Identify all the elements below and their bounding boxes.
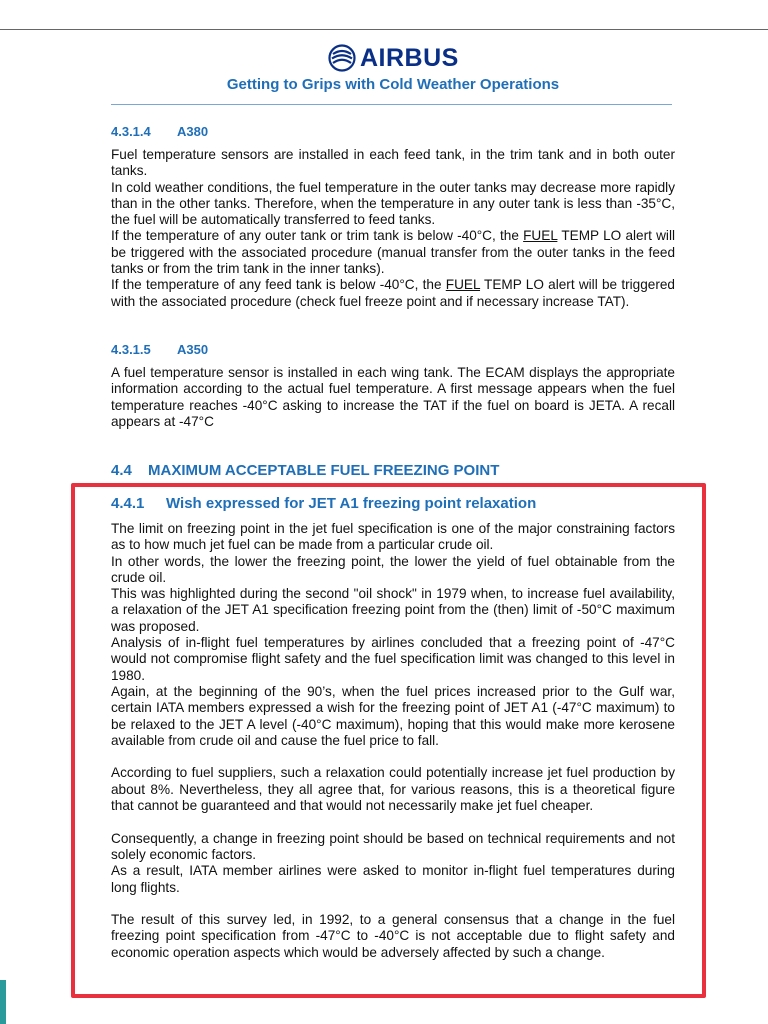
paragraph: Consequently, a change in freezing point should be based on technical requirements and not solely economic factors. (111, 830, 675, 862)
section-number: 4.4 (111, 462, 132, 479)
top-rule (0, 29, 768, 30)
fuel-underlined: FUEL (445, 277, 481, 293)
paragraph: If the temperature of any outer tank or trim tank is below -40°C, the FUEL TEMP LO alert will be triggered with the associated procedure (manual transfer from the outer tanks in the feed tanks or from the trim tank in the inner tanks). (111, 228, 675, 277)
paragraph: Again, at the beginning of the 90’s, when the fuel prices increased prior to the Gulf war, certain IATA members expressed a wish for the freezing point of JET A1 (-47°C maximum) to be relaxed to the JET A level (-40°C maximum), hoping that this would make more kerosene available from crude oil and cause the fuel price to fall. (111, 683, 675, 748)
paragraph: This was highlighted during the second "oil shock" in 1979 when, to increase fuel availability, a relaxation of the JET A1 specification freezing point from the (then) limit of -50°C maximum was proposed. (111, 586, 675, 634)
title-rule (111, 104, 672, 105)
section-title: A350 (177, 342, 209, 357)
section-title: Wish expressed for JET A1 freezing point relaxation (166, 495, 537, 512)
paragraph: Analysis of in-flight fuel temperatures by airlines concluded that a freezing point of -47°C would not compromise flight safety and the fuel specification limit was changed to this level in 1980. (111, 635, 675, 683)
fuel-underlined: FUEL (523, 228, 558, 244)
section-number: 4.4.1 (111, 495, 145, 512)
section-4-3-1-4-heading (111, 124, 208, 139)
logo-text: AIRBUS (360, 44, 459, 72)
airbus-swirl-icon (328, 44, 356, 72)
section-number: 4.3.1.5 (111, 342, 151, 357)
paragraph: The limit on freezing point in the jet fuel specification is one of the major constraining factors as to how much jet fuel can be made from a particular crude oil. (111, 521, 675, 553)
side-tab[interactable] (0, 980, 6, 1024)
paragraph: According to fuel suppliers, such a relaxation could potentially increase jet fuel production by about 8%. Nevertheless, they all agree that, for various reasons, this is a theoretical figure that cannot be guaranteed and that would not necessarily make jet fuel cheaper. (111, 765, 675, 814)
paragraph: As a result, IATA member airlines were asked to monitor in-flight fuel temperatures during long flights. (111, 863, 675, 895)
section-4-3-1-5-body (111, 365, 675, 430)
section-title: A380 (177, 124, 209, 139)
section-4-4-1-body (111, 521, 675, 961)
section-number: 4.3.1.4 (111, 124, 151, 139)
section-4-3-1-5-heading (111, 342, 208, 357)
section-4-4-1-heading (111, 495, 536, 512)
document-title: Getting to Grips with Cold Weather Operations (226, 76, 560, 93)
section-title: MAXIMUM ACCEPTABLE FUEL FREEZING POINT (148, 462, 500, 479)
section-4-4-heading (111, 462, 499, 479)
airbus-logo (328, 44, 459, 72)
paragraph: The result of this survey led, in 1992, to a general consensus that a change in the fuel freezing point specification from -47°C to -40°C is not acceptable due to flight safety and economic operation aspects which would be adversely affected by such a change. (111, 912, 675, 960)
paragraph: A fuel temperature sensor is installed in each wing tank. The ECAM displays the appropriate information according to the actual fuel temperature. A first message appears when the fuel temperature reaches -40°C asking to increase the TAT if the fuel on board is JETA. A recall appears at -47°C (111, 365, 675, 429)
paragraph: In other words, the lower the freezing point, the lower the yield of fuel obtainable from the crude oil. (111, 553, 675, 585)
paragraph: In cold weather conditions, the fuel temperature in the outer tanks may decrease more rapidly than in the other tanks. Therefore, when the temperature in any outer tank is less than -35°C, the fuel will be automatically transferred to feed tanks. (111, 179, 675, 228)
paragraph: If the temperature of any feed tank is below -40°C, the FUEL TEMP LO alert will be triggered with the associated procedure (check fuel freeze point and if necessary increase TAT). (111, 277, 675, 309)
section-4-3-1-4-body (111, 147, 675, 310)
paragraph: Fuel temperature sensors are installed in each feed tank, in the trim tank and in both outer tanks. (111, 147, 675, 179)
